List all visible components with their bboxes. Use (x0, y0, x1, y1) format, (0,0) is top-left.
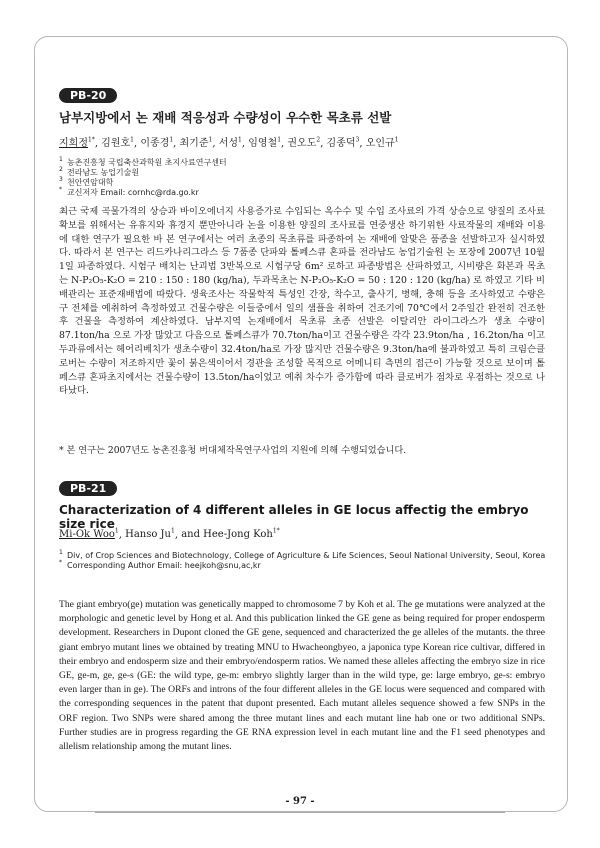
affiliation-mark: * (59, 559, 62, 566)
author-name (59, 138, 95, 149)
affiliation-mark: 1 (59, 156, 63, 163)
affiliation-mark: 2 (59, 166, 63, 173)
affiliation-item (59, 168, 549, 178)
author-label: and Hee-Jong Koh (181, 529, 273, 541)
affiliation-item (59, 551, 549, 561)
author-label: 지희정 (59, 138, 88, 149)
affiliation-text: 천안연암대학 (67, 178, 114, 187)
author-affiliation-mark: 2 (316, 136, 321, 144)
author-name (366, 138, 399, 149)
abstract-text: The giant embryo(ge) mutation was genetically mapped to chromosome 7 by Koh et al. The ge mutations were analyzed at the morphologic and genetic level by Hong et al. And this publication linked the GE gene as being required for proper endosperm development. Researchers in Dupont cloned the GE gene, sequenced and characterized the ge alleles of the mutants. the three giant embryo mutant lines we obtained by treating MNU to Hwacheongbyeo, a japonica type Korean rice cultivar, differed in their embryo and endosperm size and their embryo/endosperm ratios. We named these alleles affecting the embryo size in rice GE, ge-m, ge, ge-s (GE: the wild type, ge-m: embryo slightly larger than in the wild type, ge: large embryo, ge-s: embryo even larger than in ge). The ORFs and introns of the four different alleles in the GE locus were sequenced and compared with the corresponding sequences in the patent that dupont presented. Each mutant alleles sequence showed a few SNPs in the ORF region. Two SNPs were shared among the three mutant lines and each mutant line hab one or two additional SNPs. Further studies are in progress regarding the GE RNA expression level in each mutant line and the F1 seed phenotypes and allelism relationship among the mutant lines. (59, 599, 545, 753)
author-name (101, 138, 134, 149)
author-affiliation-mark: 1 (130, 136, 134, 144)
author-label: 김원호 (101, 138, 131, 149)
affiliation-item (59, 188, 549, 198)
author-label: Hanso Ju (125, 529, 171, 541)
author-affiliation-mark: 1 (277, 136, 282, 144)
affiliation-item (59, 178, 549, 188)
affiliation-text: Div, of Crop Sciences and Biotechnology, College of Agriculture & Life Sciences, Seoul National University, Seoul, Korea (67, 551, 546, 560)
author-name (125, 529, 175, 540)
affiliation-mark: 1 (59, 549, 63, 556)
author-list: Mi-Ok Woo$^1$, Hanso Ju$^1$, and Hee-Jong Koh$^{1*}$ (59, 528, 280, 541)
author-name (59, 529, 119, 540)
author-label: 이종경 (140, 138, 170, 149)
author-name (219, 138, 242, 149)
author-affiliation-mark: 1* (87, 136, 95, 144)
author-affiliation-mark: 1 (171, 528, 175, 535)
affiliation-text: 교신저자 Email: cornhc@rda.go.kr (67, 188, 199, 197)
author-name (287, 138, 320, 149)
affiliation-text: 전라남도 농업기술원 (67, 168, 140, 177)
abstract-text: 최근 국제 곡물가격의 상승과 바이오에너지 사용증가로 수입되는 옥수수 및 수입 조사료의 가격 상승으로 양질의 조사료 확보를 위해서는 유휴지와 휴경지 뿐만아니라 논을 이용한 양질의 조사료를 연중생산 하기위한 사료작물의 재배와 이용에 대한 연구가 필요한 바 본 연구에서는 여러 초종의 목초류를 파종하여 논 재배에 알맞은 품종을 선발하고자 실시하였다. 따라서 본 연구는 리드카나리그라스 등 7품종 단파와 톨페스큐 혼파를 전라남도 농업기술원 논 포장에 2007년 10월1일 파종하였다. 시험구 배치는 난괴법 3반복으로 시험구당 6m² 로하고 파종방법은 산파하였고, 시비량은 화본과 목초는 N-P₂O₅-K₂O = 210 : 150 : 180 (kg/ha), 두과목초는 N-P₂O₅-K₂O = 50 : 120 : 120 (kg/ha) 로 하였고 기타 비배관리는 표준재배법에 따랐다. 생육조사는 작물학적 특성인 간장, 착수고, 출사기, 병해, 충해 등을 조사하였고 수량은 구 전체를 예취하여 측정하였고 건물수량은 이들중에서 일의 샘플을 취하여 건조기에 70℃에서 2주일간 완전히 건조한 후 건물을 측정하여 계산하였다. 남부지역 논재배에서 목초류 초종 선발은 이탈리안 라이그라스가 생초 수량이 87.1ton/ha 으로 가장 많았고 다음으로 톨페스큐가 70.7ton/ha이고 건물수량은 각각 23.9ton/ha , 16.2ton/ha 이고 두과류에서는 헤어리베치가 생초수량이 32.4ton/ha로 가장 많지만 건물수량은 9.3ton/ha에 불과하였고 특히 크림슨클로버는 수량이 저조하지만 꽃이 붉은색이어서 경관을 조성할 목적으로 어메니티 측면의 접근이 가능할 것으로 보이며 톨페스큐 혼파초지에서는 건물수량이 13.5ton/ha이었고 예취 차수가 증가함에 따라 클로버가 점차로 우점하는 것으로 나타났다. (59, 206, 545, 397)
page-number: - 97 - (285, 796, 315, 807)
author-affiliation-mark: 1 (394, 136, 399, 144)
author-affiliation-mark: 1 (169, 136, 174, 144)
affiliation-text: 농촌진흥청 국립축산과학원 초지사료연구센터 (67, 158, 227, 167)
affiliation-mark: 3 (59, 176, 63, 183)
affiliation-text: Corresponding Author Email: heejkoh@snu,ac,kr (67, 561, 261, 570)
affiliation-item (59, 158, 549, 168)
affiliation-mark: * (59, 186, 62, 193)
author-affiliation-mark: 1* (272, 528, 280, 535)
author-name (327, 138, 360, 149)
author-label: 권오도 (287, 138, 317, 149)
paper-title: 남부지방에서 논 재배 적응성과 수량성이 우수한 목초류 선발 (59, 110, 392, 125)
author-name (181, 529, 279, 540)
author-label: 김종덕 (326, 138, 356, 149)
affiliation-item (59, 561, 549, 571)
affiliation-list (59, 551, 549, 571)
author-label: 최기준 (179, 138, 209, 149)
paper-badge: PB-21 (59, 481, 117, 496)
author-label: 서성 (218, 138, 239, 149)
footer-rule (95, 812, 505, 813)
author-name (180, 138, 213, 149)
funding-note: * 본 연구는 2007년도 농촌진흥청 버대체작목연구사업의 지원에 의해 수행되었습니다. (59, 445, 407, 456)
author-label: Mi-Ok Woo (59, 529, 115, 541)
author-affiliation-mark: 1 (208, 136, 213, 144)
author-affiliation-mark: 1 (238, 136, 242, 144)
author-label: 오인규 (365, 138, 395, 149)
author-name (248, 138, 281, 149)
author-affiliation-mark: 1 (114, 528, 119, 535)
author-label: 임영철 (248, 138, 278, 149)
author-list: 지희정$^{1*}$, 김원호$^1$, 이종경$^1$, 최기준$^1$, 서성$^1$, 임영철$^1$, 권오도$^2$, 김종덕$^3$, 오인규$^1$ (59, 136, 399, 149)
author-affiliation-mark: 3 (355, 136, 360, 144)
affiliation-list (59, 158, 549, 198)
paper-badge: PB-20 (59, 88, 117, 103)
paper-title: Characterization of 4 different alleles in GE locus affectig the embryo size rice (59, 503, 529, 531)
author-name (140, 138, 173, 149)
